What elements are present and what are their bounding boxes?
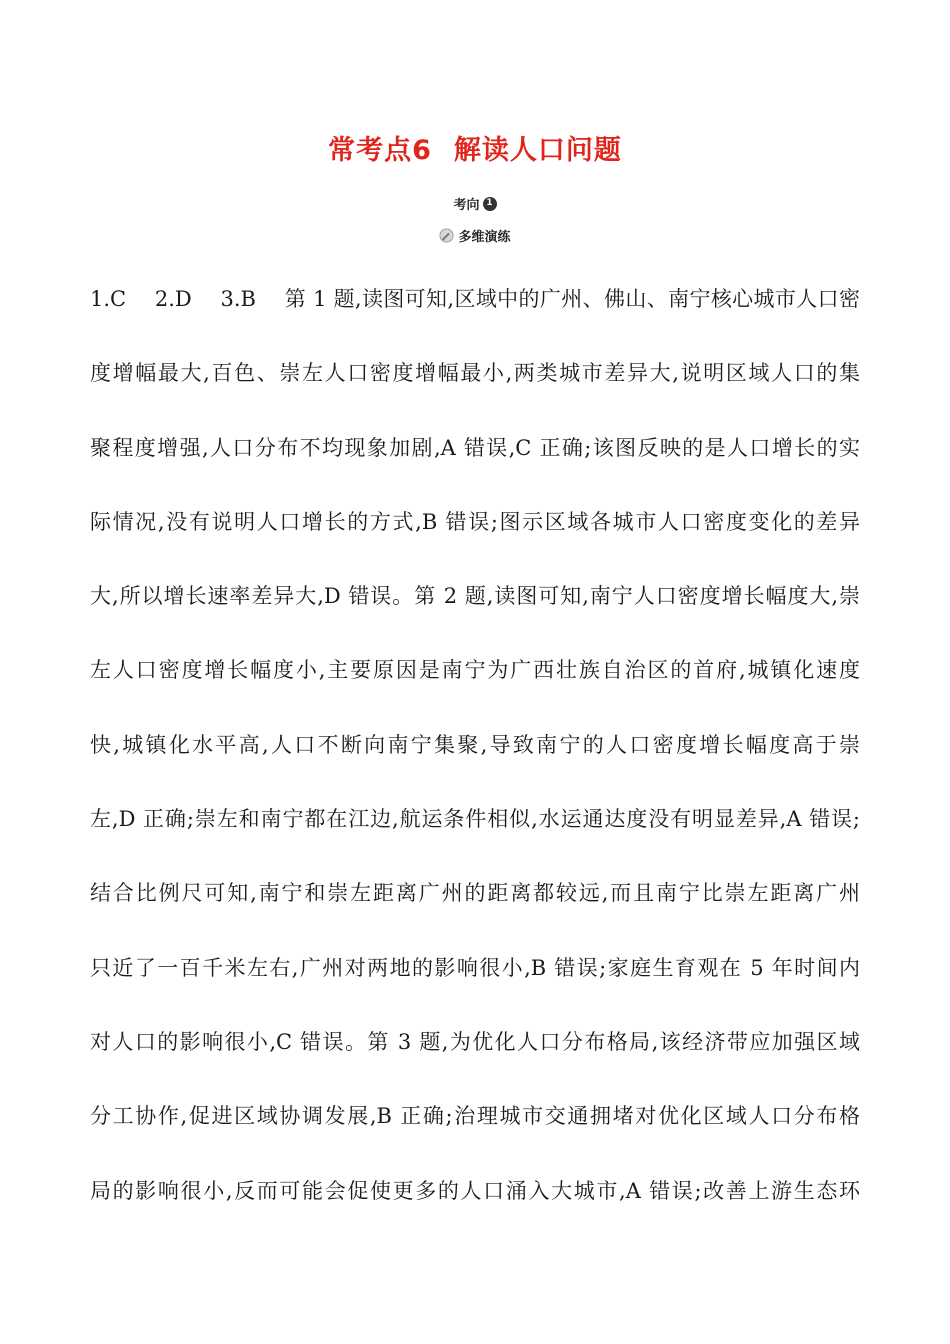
text-line: 大,所以增长速率差异大,D 错误。第 2 题,读图可知,南宁人口密度增长幅度大,崇	[90, 584, 860, 609]
subheading-label: 考向	[453, 198, 480, 213]
practice-heading	[0, 226, 950, 245]
section-subheading	[0, 194, 950, 213]
circled-number-icon: 1	[483, 197, 497, 211]
practice-label: 多维演练	[458, 230, 511, 245]
text-line: 左人口密度增长幅度小,主要原因是南宁为广西壮族自治区的首府,城镇化速度	[90, 658, 860, 683]
text-line: 局的影响很小,反而可能会促使更多的人口涌入大城市,A 错误;改善上游生态环	[90, 1178, 860, 1203]
page-title	[0, 128, 950, 167]
text-line: 分工协作,促进区域协调发展,B 正确;治理城市交通拥堵对优化区域人口分布格	[90, 1104, 860, 1129]
pencil-circle-icon	[439, 228, 454, 243]
text-line: 1.C 2.D 3.B 第 1 题,读图可知,区域中的广州、佛山、南宁核心城市人口密	[90, 287, 860, 311]
title-topic-number: 常考点6	[328, 135, 432, 166]
title-topic-name: 解读人口问题	[453, 135, 622, 166]
answer-explanation	[90, 262, 860, 1228]
text-line: 只近了一百千米左右,广州对两地的影响很小,B 错误;家庭生育观在 5 年时间内	[90, 955, 860, 980]
text-line: 聚程度增强,人口分布不均现象加剧,A 错误,C 正确;该图反映的是人口增长的实	[90, 435, 860, 460]
text-line: 对人口的影响很小,C 错误。第 3 题,为优化人口分布格局,该经济带应加强区域	[90, 1029, 860, 1054]
text-line: 快,城镇化水平高,人口不断向南宁集聚,导致南宁的人口密度增长幅度高于崇	[90, 732, 860, 757]
text-line: 左,D 正确;崇左和南宁都在江边,航运条件相似,水运通达度没有明显差异,A 错误;	[90, 807, 860, 832]
text-line: 际情况,没有说明人口增长的方式,B 错误;图示区域各城市人口密度变化的差异	[90, 509, 860, 534]
text-line: 度增幅最大,百色、崇左人口密度增幅最小,两类城市差异大,说明区域人口的集	[90, 361, 860, 386]
text-line: 结合比例尺可知,南宁和崇左距离广州的距离都较远,而且南宁比崇左距离广州	[90, 881, 860, 906]
